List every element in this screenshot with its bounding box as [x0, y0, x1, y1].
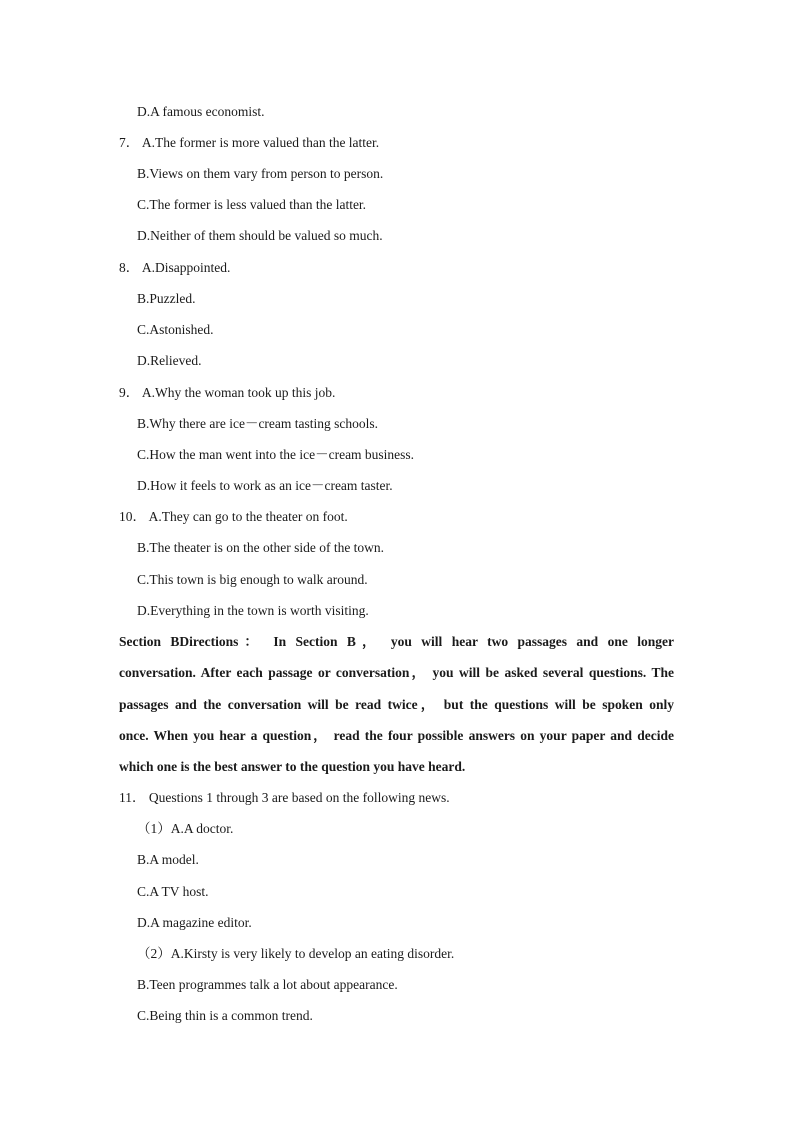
section-b-directions-line: conversation. After each passage or conversation， you will be asked several questions. The — [119, 665, 674, 680]
section-b-directions-line: Section BDirections： In Section B， you will hear two passages and one longer — [119, 634, 674, 649]
question-line: 11． Questions 1 through 3 are based on the following news. — [119, 790, 450, 805]
option-line: C.This town is big enough to walk around. — [137, 572, 368, 587]
option-line: C.A TV host. — [137, 884, 209, 899]
option-line: C.How the man went into the ice－cream business. — [137, 447, 415, 462]
question-line: 10． A.They can go to the theater on foot. — [119, 509, 348, 524]
option-line: D.Neither of them should be valued so much. — [137, 228, 383, 243]
subquestion-line: （1）A.A doctor. — [137, 821, 234, 836]
option-line: B.A model. — [137, 852, 199, 867]
subquestion-line: （2）A.Kirsty is very likely to develop an eating disorder. — [137, 946, 455, 961]
option-line: D.A magazine editor. — [137, 915, 252, 930]
option-line: B.Puzzled. — [137, 291, 196, 306]
option-line: B.Views on them vary from person to person. — [137, 166, 384, 181]
option-line: D.How it feels to work as an ice－cream taster. — [137, 478, 393, 493]
question-line: 9． A.Why the woman took up this job. — [119, 385, 336, 400]
section-b-directions-line: once. When you hear a question， read the four possible answers on your paper and decide — [119, 728, 674, 743]
option-line: C.Being thin is a common trend. — [137, 1008, 313, 1023]
section-b-directions-line: passages and the conversation will be read twice， but the questions will be spoken only — [119, 697, 674, 712]
question-line: 8． A.Disappointed. — [119, 260, 231, 275]
option-line: C.The former is less valued than the latter. — [137, 197, 367, 212]
question-line: 7． A.The former is more valued than the latter. — [119, 135, 380, 150]
section-b-directions-line: which one is the best answer to the question you have heard. — [119, 759, 466, 774]
option-line: B.Why there are ice－cream tasting schools. — [137, 416, 379, 431]
option-line: D.A famous economist. — [137, 104, 265, 119]
option-line: B.Teen programmes talk a lot about appearance. — [137, 977, 398, 992]
option-line: D.Everything in the town is worth visiting. — [137, 603, 369, 618]
option-line: D.Relieved. — [137, 353, 202, 368]
option-line: B.The theater is on the other side of the town. — [137, 540, 385, 555]
option-line: C.Astonished. — [137, 322, 214, 337]
